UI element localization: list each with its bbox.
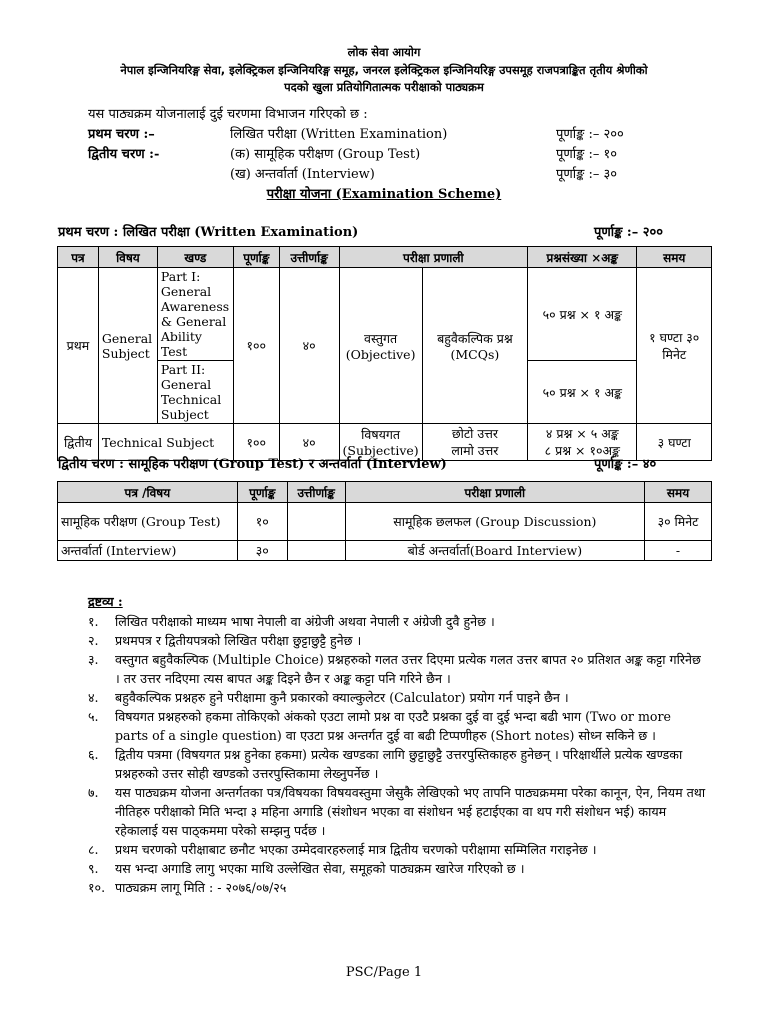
exam-type-2: विषयगत (Subjective) bbox=[339, 424, 422, 461]
note-text: वस्तुगत बहुवैकल्पिक (Multiple Choice) प्रश्नहरुको गलत उत्तर दिएमा प्रत्येक गलत उत्तर बापत २० प्रतिशत अङ्क कट्टा गरिनेछ । तर उत्तर नदिएमा त्यस बापत अङ्क दिइने छैन र अङ्क कट्टा पनि गरिने छैन । bbox=[115, 652, 701, 686]
exam-mode-1: बहुवैकल्पिक प्रश्न (MCQs) bbox=[422, 268, 528, 424]
exam-mode-2-short: छोटो उत्तर bbox=[451, 426, 498, 441]
col-header-full-marks: पूर्णाङ्क bbox=[237, 482, 287, 503]
questions-1: ५० प्रश्न × १ अङ्क bbox=[528, 268, 637, 361]
group-test-pass bbox=[287, 503, 345, 541]
note-text: पाठ्यक्रम लागू मिति : - २०७६/०७/२५ bbox=[115, 880, 287, 895]
pass-marks-2: ४० bbox=[279, 424, 339, 461]
phase-1-marks: पूर्णाङ्क :– २०० bbox=[556, 127, 624, 142]
col-header-subject: विषय bbox=[98, 247, 157, 268]
full-marks-1: १०० bbox=[233, 268, 279, 424]
scheme-title: परीक्षा योजना (Examination Scheme) bbox=[266, 187, 502, 202]
part-2: Part II: General Technical Subject bbox=[157, 361, 233, 424]
paper-1: प्रथम bbox=[58, 268, 99, 424]
table-header-row bbox=[58, 247, 712, 268]
note-number: ८. bbox=[88, 842, 99, 857]
list-item bbox=[88, 650, 708, 688]
list-item bbox=[88, 688, 708, 707]
notes-section bbox=[88, 592, 708, 897]
intro-text: यस पाठ्यक्रम योजनालाई दुई चरणमा विभाजन गरिएको छ : bbox=[88, 107, 368, 122]
header-line-2: नेपाल इन्जिनियरिङ्ग सेवा, इलेक्ट्रिकल इन्जिनियरिङ्ग समूह, जनरल इलेक्ट्रिकल इन्जिनियरिङ्ग उपसमूह राजपत्राङ्कित तृतीय श्रेणीको bbox=[120, 63, 648, 77]
col-header-paper: पत्र bbox=[58, 247, 99, 268]
phase-1-desc: लिखित परीक्षा (Written Examination) bbox=[230, 127, 448, 142]
note-text: यस भन्दा अगाडि लागु भएका माथि उल्लेखित सेवा, समूहको पाठ्यक्रम खारेज गरिएको छ । bbox=[115, 861, 525, 876]
interview-mode: बोर्ड अन्तर्वार्ता(Board Interview) bbox=[345, 541, 644, 561]
table-row bbox=[58, 541, 712, 561]
col-header-time: समय bbox=[645, 482, 712, 503]
questions-2: ५० प्रश्न × १ अङ्क bbox=[528, 361, 637, 424]
note-number: ९. bbox=[88, 861, 99, 876]
page-footer: PSC/Page 1 bbox=[345, 965, 423, 980]
note-number: ३. bbox=[88, 652, 99, 667]
note-number: २. bbox=[88, 633, 99, 648]
list-item bbox=[88, 878, 708, 897]
note-text: बहुवैकल्पिक प्रश्नहरु हुने परीक्षामा कुनै प्रकारको क्याल्कुलेटर (Calculator) प्रयोग गर्न पाइने छैन । bbox=[115, 690, 569, 705]
section-1-marks: पूर्णाङ्क :– २०० bbox=[594, 225, 664, 240]
col-header-full-marks: पूर्णाङ्क bbox=[233, 247, 279, 268]
time-2: ३ घण्टा bbox=[637, 424, 712, 461]
note-number: १. bbox=[88, 614, 99, 629]
interview-pass bbox=[287, 541, 345, 561]
section-1-title: प्रथम चरण : लिखित परीक्षा (Written Examination) bbox=[58, 225, 359, 240]
full-marks-2: १०० bbox=[233, 424, 279, 461]
note-number: १०. bbox=[88, 880, 106, 895]
group-test-time: ३० मिनेट bbox=[645, 503, 712, 541]
section-2-marks: पूर्णाङ्क :– ४० bbox=[594, 457, 657, 472]
phase-2a-marks: पूर्णाङ्क :– १० bbox=[556, 147, 618, 162]
header-line-3: पदको खुला प्रतियोगितात्मक परीक्षाको पाठ्यक्रम bbox=[284, 80, 484, 94]
list-item bbox=[88, 783, 708, 840]
section-2-title: द्वितीय चरण : सामूहिक परीक्षण (Group Test) र अन्तर्वार्ता (Interview) bbox=[58, 457, 447, 472]
group-test-table bbox=[57, 481, 712, 561]
pass-marks-1: ४० bbox=[279, 268, 339, 424]
note-number: ७. bbox=[88, 785, 99, 800]
note-text: प्रथम चरणको परीक्षाबाट छनौट भएका उम्मेदवारहरुलाई मात्र द्वितीय चरणको परीक्षामा सम्मिलित गराइनेछ । bbox=[115, 842, 597, 857]
col-header-pass-marks: उत्तीर्णाङ्क bbox=[287, 482, 345, 503]
interview-time: - bbox=[645, 541, 712, 561]
part-1: Part I: General Awareness & General Ability Test bbox=[157, 268, 233, 361]
interview-full: ३० bbox=[237, 541, 287, 561]
table-row bbox=[58, 503, 712, 541]
col-header-section: खण्ड bbox=[157, 247, 233, 268]
table-row bbox=[58, 268, 712, 361]
exam-mode-2-long: लामो उत्तर bbox=[451, 443, 499, 458]
group-test-full: १० bbox=[237, 503, 287, 541]
col-header-questions: प्रश्नसंख्या ×अङ्क bbox=[528, 247, 637, 268]
col-header-exam-system: परीक्षा प्रणाली bbox=[339, 247, 528, 268]
col-header-subject: पत्र /विषय bbox=[58, 482, 238, 503]
note-text: विषयगत प्रश्नहरुको हकमा तोकिएको अंकको एउटा लामो प्रश्न वा एउटै प्रश्नका दुई वा दुई भन्दा बढी भाग (Two or more parts of a single question) वा एउटा प्रश्न अन्तर्गत दुई वा बढी टिप्पणीहरु (Short notes) सोध्न सकिने छ । bbox=[115, 709, 671, 743]
list-item bbox=[88, 612, 708, 631]
col-header-exam-system: परीक्षा प्रणाली bbox=[345, 482, 644, 503]
note-text: यस पाठ्यक्रम योजना अन्तर्गतका पत्र/विषयका विषयवस्तुमा जेसुकै लेखिएको भए तापनि पाठ्यक्रममा परेका कानून, ऐन, नियम तथा नीतिहरु परीक्षाको मिति भन्दा ३ महिना अगाडि (संशोधन भएका वा संशोधन भई हटाईएका वा थप गरी संशोधन भई) कायम रहेकालाई यस पाठ्कममा परेको सम्झनु पर्दछ । bbox=[115, 785, 706, 838]
phase-2b-desc: (ख) अन्तर्वार्ता (Interview) bbox=[230, 167, 375, 182]
paper-2: द्वितीय bbox=[58, 424, 99, 461]
note-text: प्रथमपत्र र द्वितीयपत्रको लिखित परीक्षा छुट्टाछुट्टै हुनेछ । bbox=[115, 633, 362, 648]
note-number: ६. bbox=[88, 747, 99, 762]
subject-1: General Subject bbox=[98, 268, 157, 424]
list-item bbox=[88, 840, 708, 859]
table-header-row bbox=[58, 482, 712, 503]
note-text: द्वितीय पत्रमा (विषयगत प्रश्न हुनेका हकमा) प्रत्येक खण्डका लागि छुट्टाछुट्टै उत्तरपुस्तिकाहरु हुनेछन् । परिक्षार्थीले प्रत्येक खण्डका प्रश्नहरुको उत्तर सोही खण्डको उत्तरपुस्तिकामा लेख्नुपर्नेछ । bbox=[115, 747, 683, 781]
col-header-pass-marks: उत्तीर्णाङ्क bbox=[279, 247, 339, 268]
org-title: लोक सेवा आयोग bbox=[347, 45, 421, 59]
questions-4: ८ प्रश्न × १०अङ्क bbox=[544, 443, 620, 458]
note-number: ५. bbox=[88, 709, 99, 724]
group-test-mode: सामूहिक छलफल (Group Discussion) bbox=[345, 503, 644, 541]
list-item bbox=[88, 745, 708, 783]
questions-3: ४ प्रश्न × ५ अङ्क bbox=[545, 426, 619, 441]
time-1: १ घण्टा ३० मिनेट bbox=[637, 268, 712, 424]
notes-title: द्रष्टव्य : bbox=[88, 594, 123, 609]
interview-subject: अन्तर्वार्ता (Interview) bbox=[58, 541, 238, 561]
phase-2b-marks: पूर्णाङ्क :– ३० bbox=[556, 167, 618, 182]
phase-2-label: द्वितीय चरण :- bbox=[88, 147, 160, 162]
written-exam-table bbox=[57, 246, 712, 461]
note-number: ४. bbox=[88, 690, 99, 705]
subject-2: Technical Subject bbox=[98, 424, 233, 461]
exam-type-1: वस्तुगत (Objective) bbox=[339, 268, 422, 424]
list-item bbox=[88, 707, 708, 745]
phase-2a-desc: (क) सामूहिक परीक्षण (Group Test) bbox=[230, 147, 421, 162]
note-text: लिखित परीक्षाको माध्यम भाषा नेपाली वा अंग्रेजी अथवा नेपाली र अंग्रेजी दुवै हुनेछ । bbox=[115, 614, 495, 629]
col-header-time: समय bbox=[637, 247, 712, 268]
list-item bbox=[88, 859, 708, 878]
group-test-subject: सामूहिक परीक्षण (Group Test) bbox=[58, 503, 238, 541]
list-item bbox=[88, 631, 708, 650]
phase-1-label: प्रथम चरण :– bbox=[88, 127, 155, 142]
